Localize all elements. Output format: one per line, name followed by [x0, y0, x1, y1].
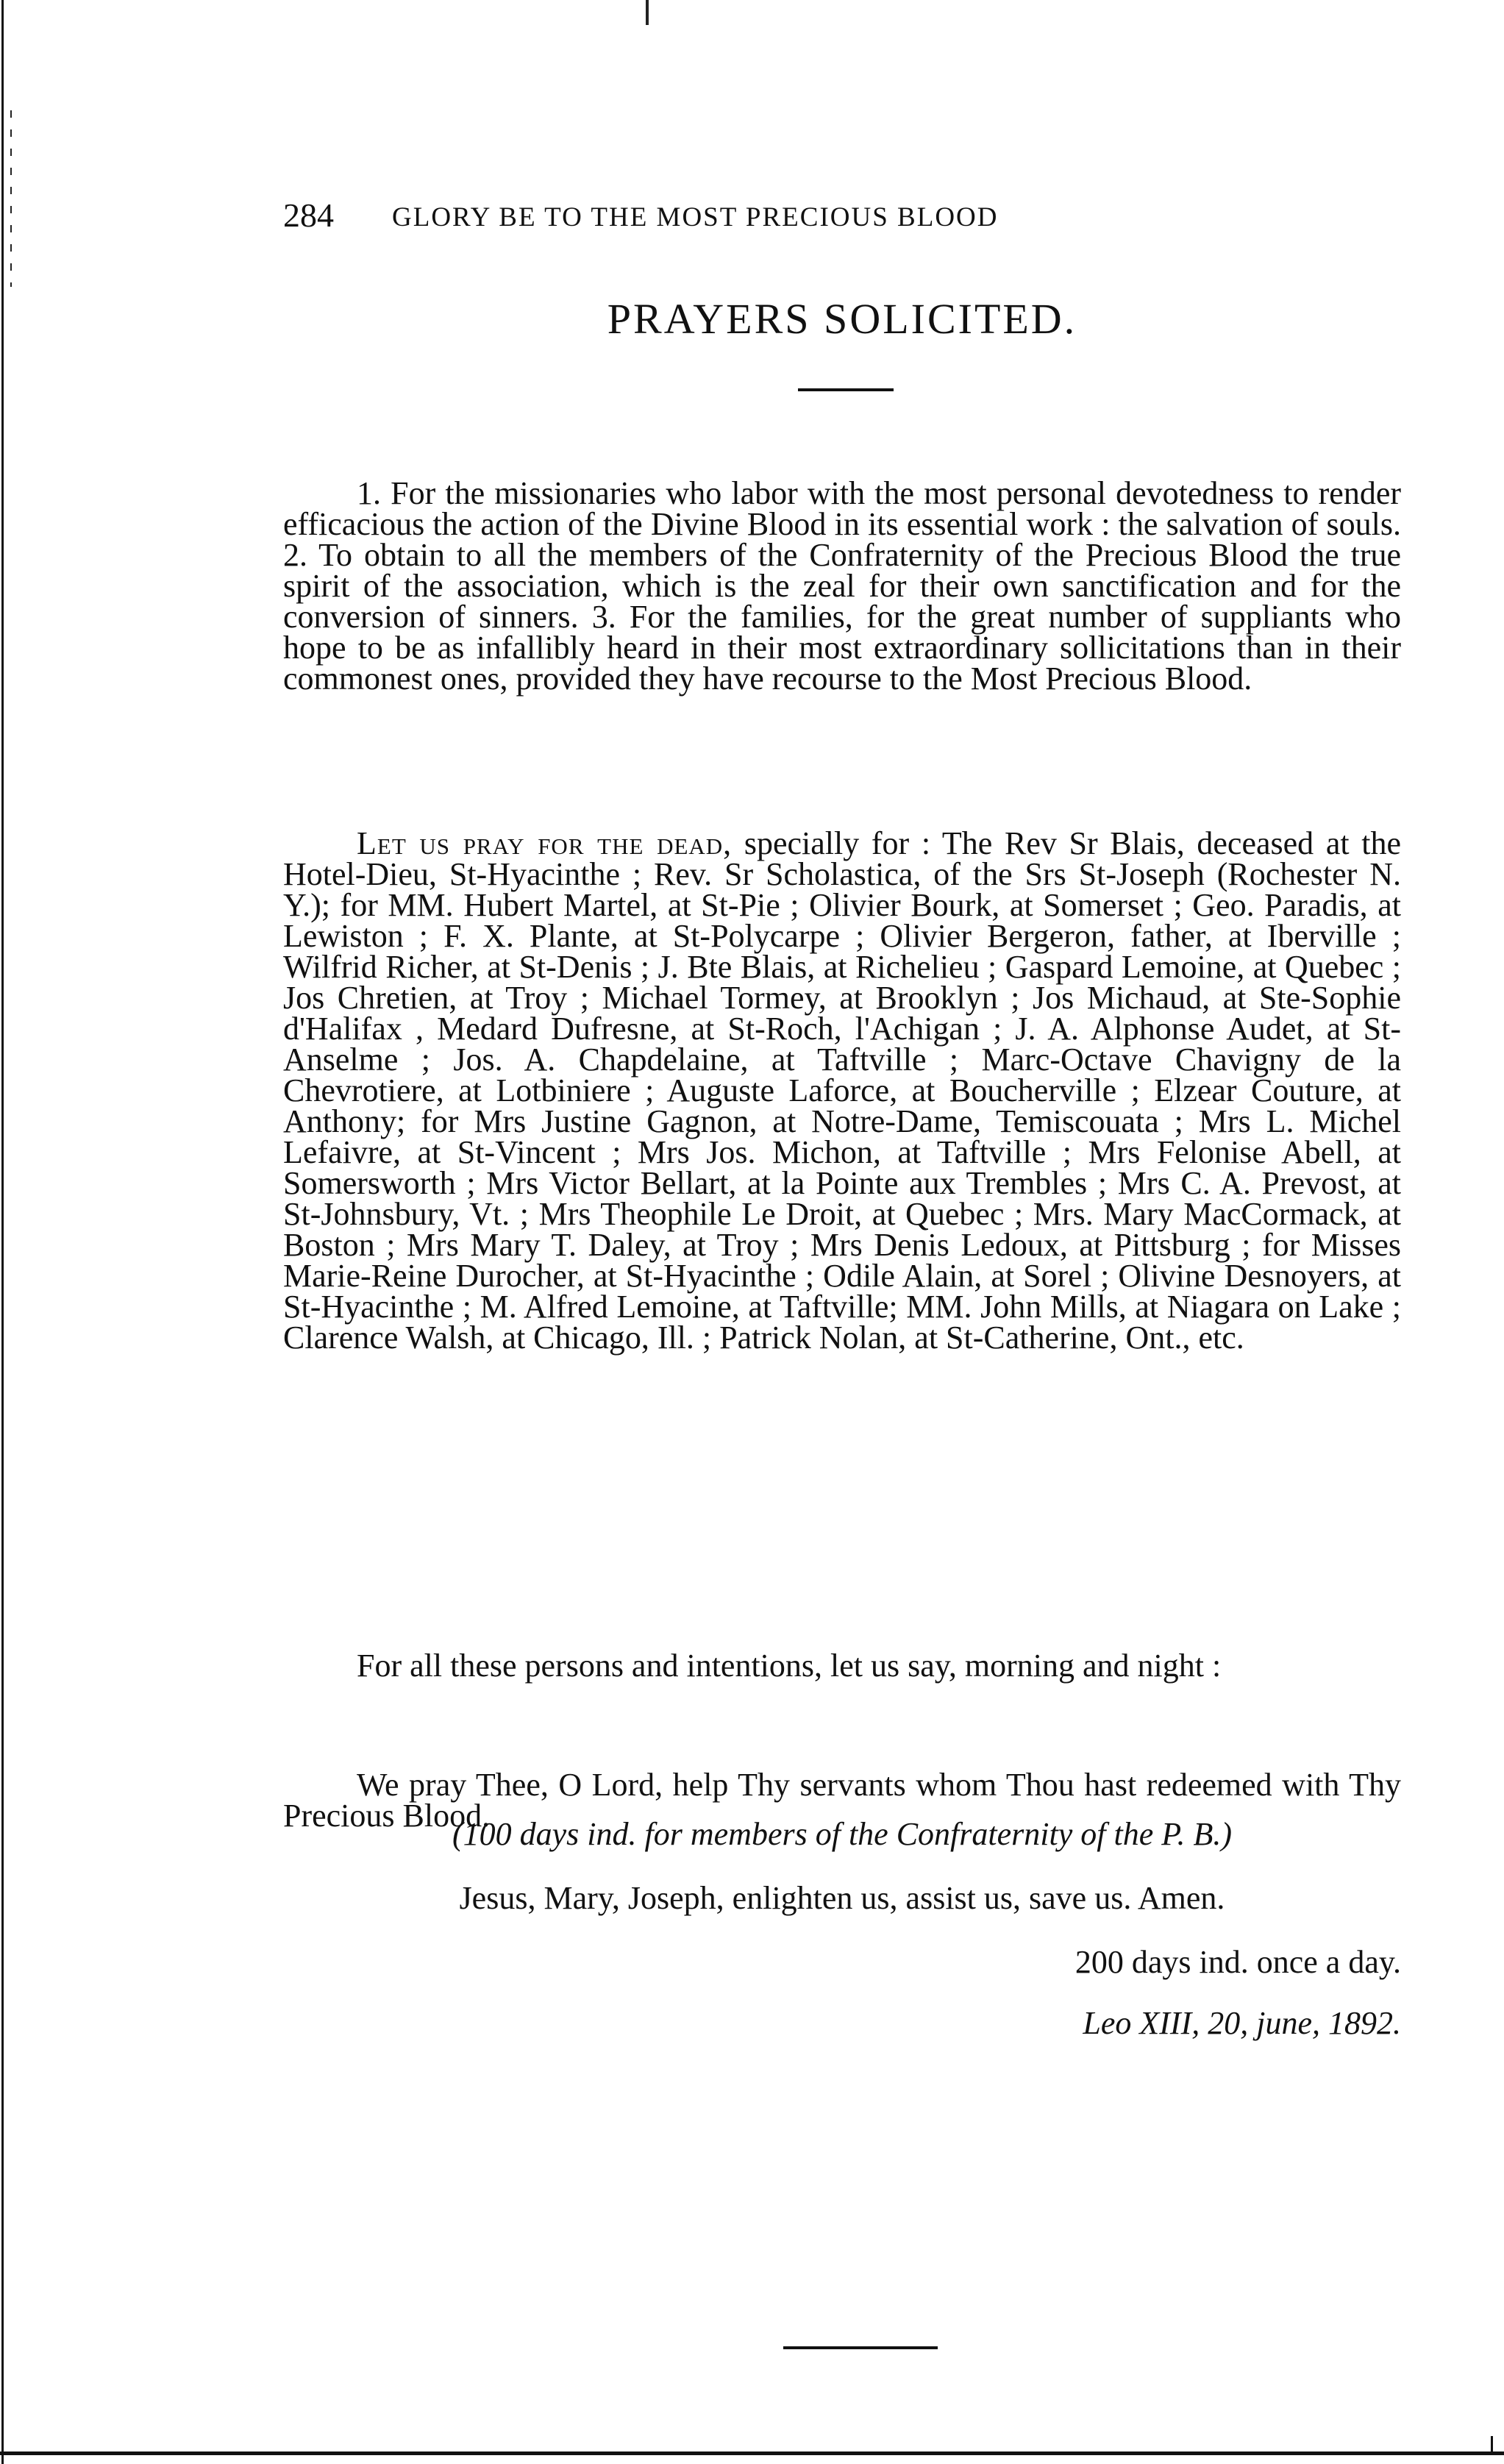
- page-edge-corner: [1491, 2436, 1493, 2452]
- intentions-paragraph: 1. For the missionaries who labor with the most personal devotedness to render efficacious the action of the Divine Blood in its essential work : the salvation of souls. 2. To obtain to all the members of the Confraternity of the Precious Blood the true spirit of the association, which is the zeal for their own sanctification and for the conversion of sinners. 3. For the families, for the great number of suppliants who hope to be as infallibly heard in their most extraordinary sollicitations than in their commonest ones, provided they have recourse to the Most Precious Blood.: [283, 475, 1401, 697]
- running-title: GLORY BE TO THE MOST PRECIOUS BLOOD: [392, 202, 999, 232]
- papal-grant: Leo XIII, 20, june, 1892.: [1083, 2005, 1401, 2041]
- exhortation-paragraph: For all these persons and intentions, let us say, morning and night :: [357, 1648, 1222, 1684]
- page-title: PRAYERS SOLICITED.: [607, 295, 1077, 343]
- title-rule: [798, 388, 894, 391]
- indulgence-members: (100 days ind. for members of the Confraternity of the P. B.): [452, 1816, 1232, 1852]
- closing-rule: [783, 2346, 938, 2349]
- prayer-paragraph: We pray Thee, O Lord, help Thy servants whom Thou hast redeemed with Thy Precious Blood.: [283, 1767, 1401, 1834]
- scan-margin-marks: [10, 110, 12, 287]
- dead-paragraph: [283, 825, 1401, 1637]
- running-head: [283, 196, 1239, 240]
- dead-lead: Let us pray for the dead,: [357, 825, 733, 861]
- page-edge-left: [1, 0, 4, 2464]
- scan-top-mark: [646, 0, 649, 25]
- page-number: 284: [283, 196, 334, 234]
- indulgence-daily: 200 days ind. once a day.: [1074, 1944, 1401, 1980]
- aspiration: Jesus, Mary, Joseph, enlighten us, assist us, save us. Amen.: [459, 1880, 1225, 1916]
- page-edge-bottom: [0, 2451, 1504, 2455]
- dead-list: specially for : The Rev Sr Blais, deceased at the Hotel-Dieu, St-Hyacinthe ; Rev. Sr Scholastica, of the Srs St-Joseph (Rochester N. Y.); for MM. Hubert Martel, at St-Pie ; Olivier Bourk, at Somerset ; Geo. Paradis, at Lewiston ; F. X. Plante, at St-Polycarpe ; Olivier Bergeron, father, at Iberville ; Wilfrid Richer, at St-Denis ; J. Bte Blais, at Richelieu ; Gaspard Lemoine, at Quebec ; Jos Chretien, at Troy ; Michael Tormey, at Brooklyn ; Jos Michaud, at Ste-Sophie d'Halifax , Medard Dufresne, at St-Roch, l'Achigan ; J. A. Alphonse Audet, at St-Anselme ; Jos. A. Chapdelaine, at Taftville ; Marc-Octave Chavigny de la Chevrotiere, at Lotbiniere ; Auguste Laforce, at Boucherville ; Elzear Couture, at Anthony; for Mrs Justine Gagnon, at Notre-Dame, Temiscouata ; Mrs L. Michel Lefaivre, at St-Vincent ; Mrs Jos. Michon, at Taftville ; Mrs Felonise Abell, at Somersworth ; Mrs Victor Bellart, at la Pointe aux Trembles ; Mrs C. A. Prevost, at St-Johnsbury, Vt. ; Mrs Theophile Le Droit, at Quebec ; Mrs. Mary MacCormack, at Boston ; Mrs Mary T. Daley, at Troy ; Mrs Denis Ledoux, at Pittsburg ; for Misses Marie-Reine Durocher, at St-Hyacinthe ; Odile Alain, at Sorel ; Olivine Desnoyers, at St-Hyacinthe ; M. Alfred Lemoine, at Taftville; MM. John Mills, at Niagara on Lake ; Clarence Walsh, at Chicago, Ill. ; Patrick Nolan, at St-Catherine, Ont., etc.: [283, 825, 1401, 1356]
